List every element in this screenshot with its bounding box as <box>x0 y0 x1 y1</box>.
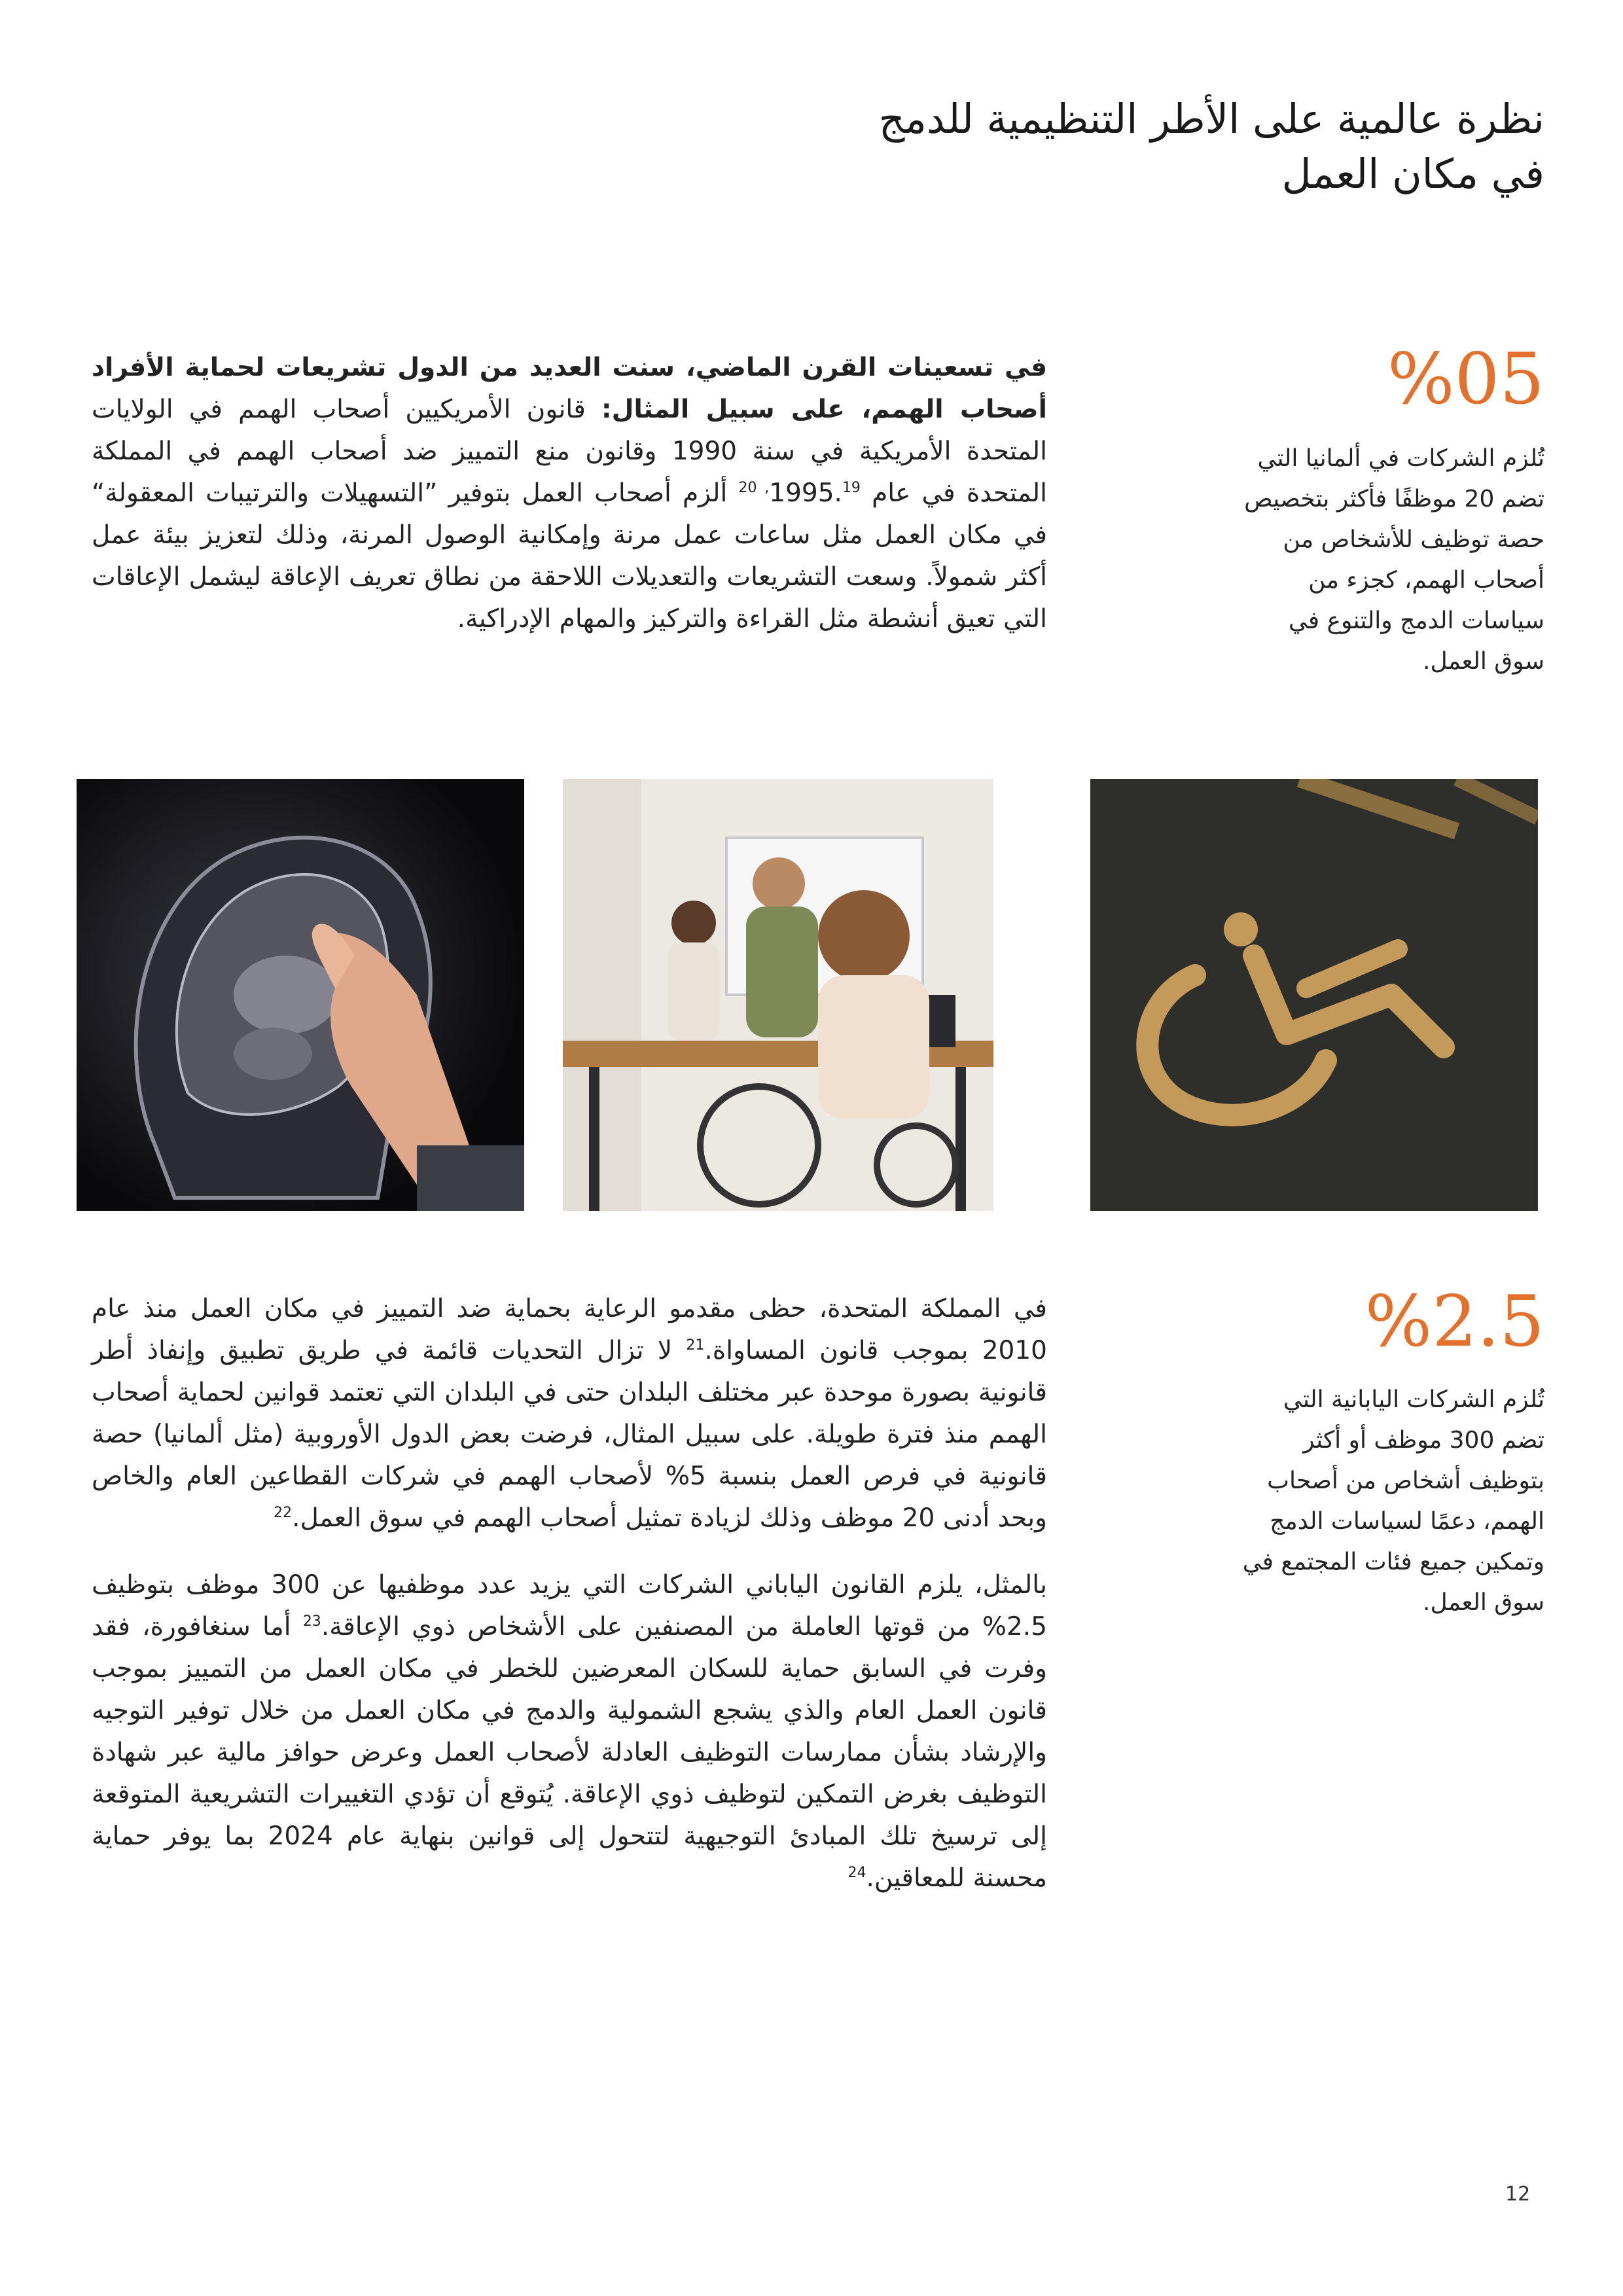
brain-scan-image <box>77 779 524 1211</box>
section1-text-b: ألزم أصحاب العمل بتوفير ”التسهيلات والترتيبات المعقولة“ في مكان العمل مثل ساعات عمل مرنة وإمكانية الوصول المرنة، وذلك لتعزيز بيئة عمل أكثر شمولاً. وسعت التشريعات والتعديلات اللاحقة من نطاق تعريف الإعاقة ليشمل الإعاقات التي تعيق أنشطة مثل القراءة والتركيز والمهام الإدراكية. <box>92 478 1047 634</box>
page-title-line1: نظرة عالمية على الأطر التنظيمية للدمج <box>878 95 1544 143</box>
section2-p1-ref1: 21 <box>686 1337 705 1354</box>
photo-accessibility-symbol <box>1090 779 1538 1211</box>
stat1-value: %05 <box>1387 338 1544 420</box>
section2-p1-text-a: في المملكة المتحدة، حظى مقدمو الرعاية بحماية ضد التمييز في مكان العمل منذ عام 2010 بموجب قانون المساواة. <box>92 1294 1047 1365</box>
stat2-value: %2.5 <box>1364 1281 1544 1363</box>
section1-paragraph <box>92 347 1047 640</box>
page-number: 12 <box>1505 2183 1531 2206</box>
photo-office-wheelchair <box>563 779 993 1211</box>
section1-ref: 19, 20 <box>738 480 861 496</box>
section2-p2-ref2: 24 <box>847 1865 866 1881</box>
section2-p2-text-a: بالمثل، يلزم القانون الياباني الشركات التي يزيد عدد موظفيها عن 300 موظف بتوظيف 2.5% من قوتها العاملة من المصنفين على الأشخاص ذوي الإعاقة. <box>92 1570 1047 1641</box>
section2-p2-ref1: 23 <box>302 1613 321 1630</box>
section1-lead: في تسعينات القرن الماضي، سنت العديد من الدول تشريعات لحماية الأفراد أصحاب الهمم، على سبيل المثال: <box>92 353 1047 424</box>
section2-p2-text-b: أما سنغافورة، فقد وفرت في السابق حماية للسكان المعرضين للخطر في مكان العمل من التمييز بموجب قانون العمل العام والذي يشجع الشمولية والدمج في مكان العمل من خلال توفير التوجيه والإرشاد بشأن ممارسات التوظيف العادلة لأصحاب العمل وعرض حوافز مالية عبر شهادة التوظيف بغرض التمكين لتوظيف ذوي الإعاقة. يُتوقع أن تؤدي التغييرات التشريعية المتوقعة إلى ترسيخ تلك المبادئ التوجيهية لتتحول إلى قوانين بنهاية عام 2024 بما يوفر حماية محسنة للمعاقين. <box>92 1612 1047 1893</box>
stat1-text: تُلزم الشركات في ألمانيا التي تضم 20 موظفًا فأكثر بتخصيص حصة توظيف للأشخاص من أصحاب الهمم، كجزء من سياسات الدمج والتنوع في سوق العمل. <box>1244 445 1544 675</box>
stat2-block <box>1217 1283 1544 1623</box>
stat2-text: تُلزم الشركات اليابانية التي تضم 300 موظف أو أكثر بتوظيف أشخاص من أصحاب الهمم، دعمًا لسياسات الدمج وتمكين جميع فئات المجتمع في سوق العمل. <box>1242 1386 1544 1616</box>
office-wheelchair-image <box>563 779 993 1211</box>
stat1-block <box>1217 340 1544 682</box>
section2-paragraph1 <box>92 1288 1047 1539</box>
section2-paragraph2 <box>92 1564 1047 1899</box>
section1-text-a: قانون الأمريكيين أصحاب الهمم في الولايات المتحدة الأمريكية في سنة 1990 وقانون منع التمييز ضد أصحاب الهمم في المملكة المتحدة في عام 1995. <box>92 395 1047 508</box>
page-title-line2: في مكان العمل <box>1281 150 1544 198</box>
photo-brain-scan <box>77 779 524 1211</box>
section2-p1-ref2: 22 <box>274 1505 293 1521</box>
wheelchair-symbol-image <box>1090 779 1538 1211</box>
section2-p1-text-b: لا تزال التحديات قائمة في طريق تطبيق وإنفاذ أطر قانونية بصورة موحدة عبر مختلف البلدان حتى في البلدان التي تعتمد قوانين لحماية أصحاب الهمم منذ فترة طويلة. على سبيل المثال، فرضت بعض الدول الأوروبية (مثل ألمانيا) حصة قانونية في فرص العمل بنسبة 5% لأصحاب الهمم في شركات القطاعين العام والخاص وبحد أدنى 20 موظف وذلك لزيادة تمثيل أصحاب الهمم في سوق العمل. <box>92 1336 1048 1533</box>
page-title <box>628 92 1544 202</box>
